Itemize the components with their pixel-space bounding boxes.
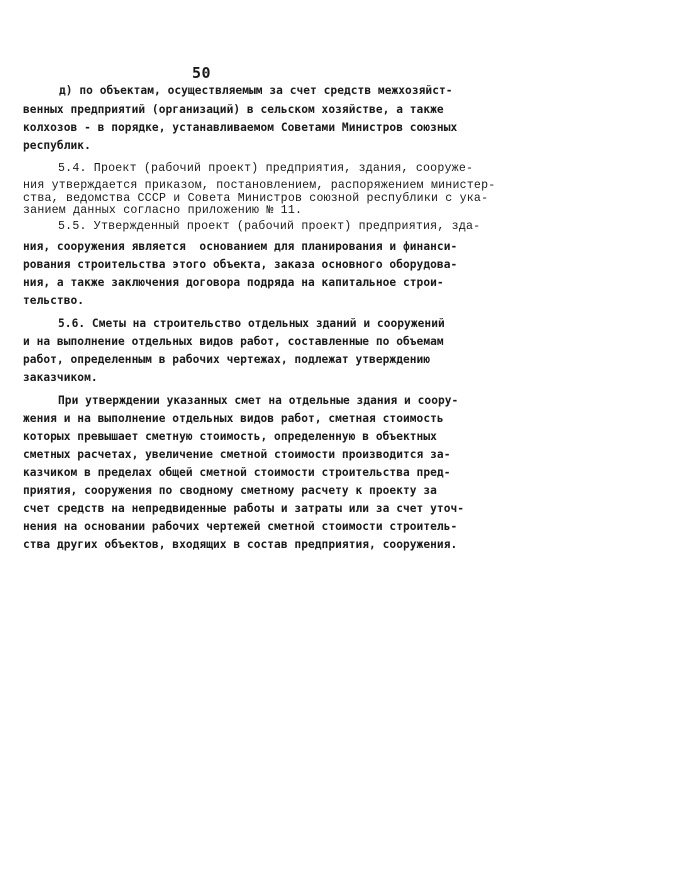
text-line: жения и на выполнение отдельных видов работ, сметная стоимость [23, 412, 444, 425]
text-line: 5.6. Сметы на строительство отдельных зданий и сооружений [58, 317, 445, 330]
text-line: казчиком в пределах общей сметной стоимости строительства пред- [23, 466, 451, 479]
page-number: 50 [192, 64, 212, 82]
text-line: заказчиком. [23, 371, 98, 384]
text-line: нения на основании рабочих чертежей сметной стоимости строитель- [23, 520, 458, 533]
text-line: счет средств на непредвиденные работы и затраты или за счет уточ- [23, 502, 465, 515]
text-line: ства других объектов, входящих в состав предприятия, сооружения. [23, 538, 458, 551]
text-line: венных предприятий (организаций) в сельском хозяйстве, а также [23, 103, 444, 116]
text-line: тельство. [23, 294, 85, 307]
text-line: республик. [23, 139, 91, 152]
text-line: работ, определенным в рабочих чертежах, подлежат утверждению [23, 353, 431, 366]
text-line: рования строительства этого объекта, заказа основного оборудова- [23, 258, 458, 271]
text-line: и на выполнение отдельных видов работ, составленные по объемам [23, 335, 444, 348]
text-line: сметных расчетах, увеличение сметной стоимости производится за- [23, 448, 451, 461]
text-line: 5.4. Проект (рабочий проект) предприятия, здания, сооруже- [58, 162, 474, 175]
text-line: колхозов - в порядке, устанавливаемом Советами Министров союзных [23, 121, 458, 134]
text-line: занием данных согласно приложению № 11. [23, 204, 303, 217]
text-line: При утверждении указанных смет на отдельные здания и соору- [58, 394, 459, 407]
text-line: д) по объектам, осуществляемым за счет средств межхозяйст- [59, 84, 453, 97]
text-line: 5.5. Утвержденный проект (рабочий проект) предприятия, зда- [58, 220, 481, 233]
text-line: ния, сооружения является основанием для планирования и финанси- [23, 240, 458, 253]
text-line: которых превышает сметную стоимость, определенную в объектных [23, 430, 437, 443]
text-line: ства, ведомства СССР и Совета Министров союзной республики с ука- [23, 192, 489, 205]
text-line: ния, а также заключения договора подряда на капитальное строи- [23, 276, 444, 289]
text-line: приятия, сооружения по сводному сметному расчету к проекту за [23, 484, 437, 497]
text-line: ния утверждается приказом, постановлением, распоряжением министер- [23, 179, 496, 192]
